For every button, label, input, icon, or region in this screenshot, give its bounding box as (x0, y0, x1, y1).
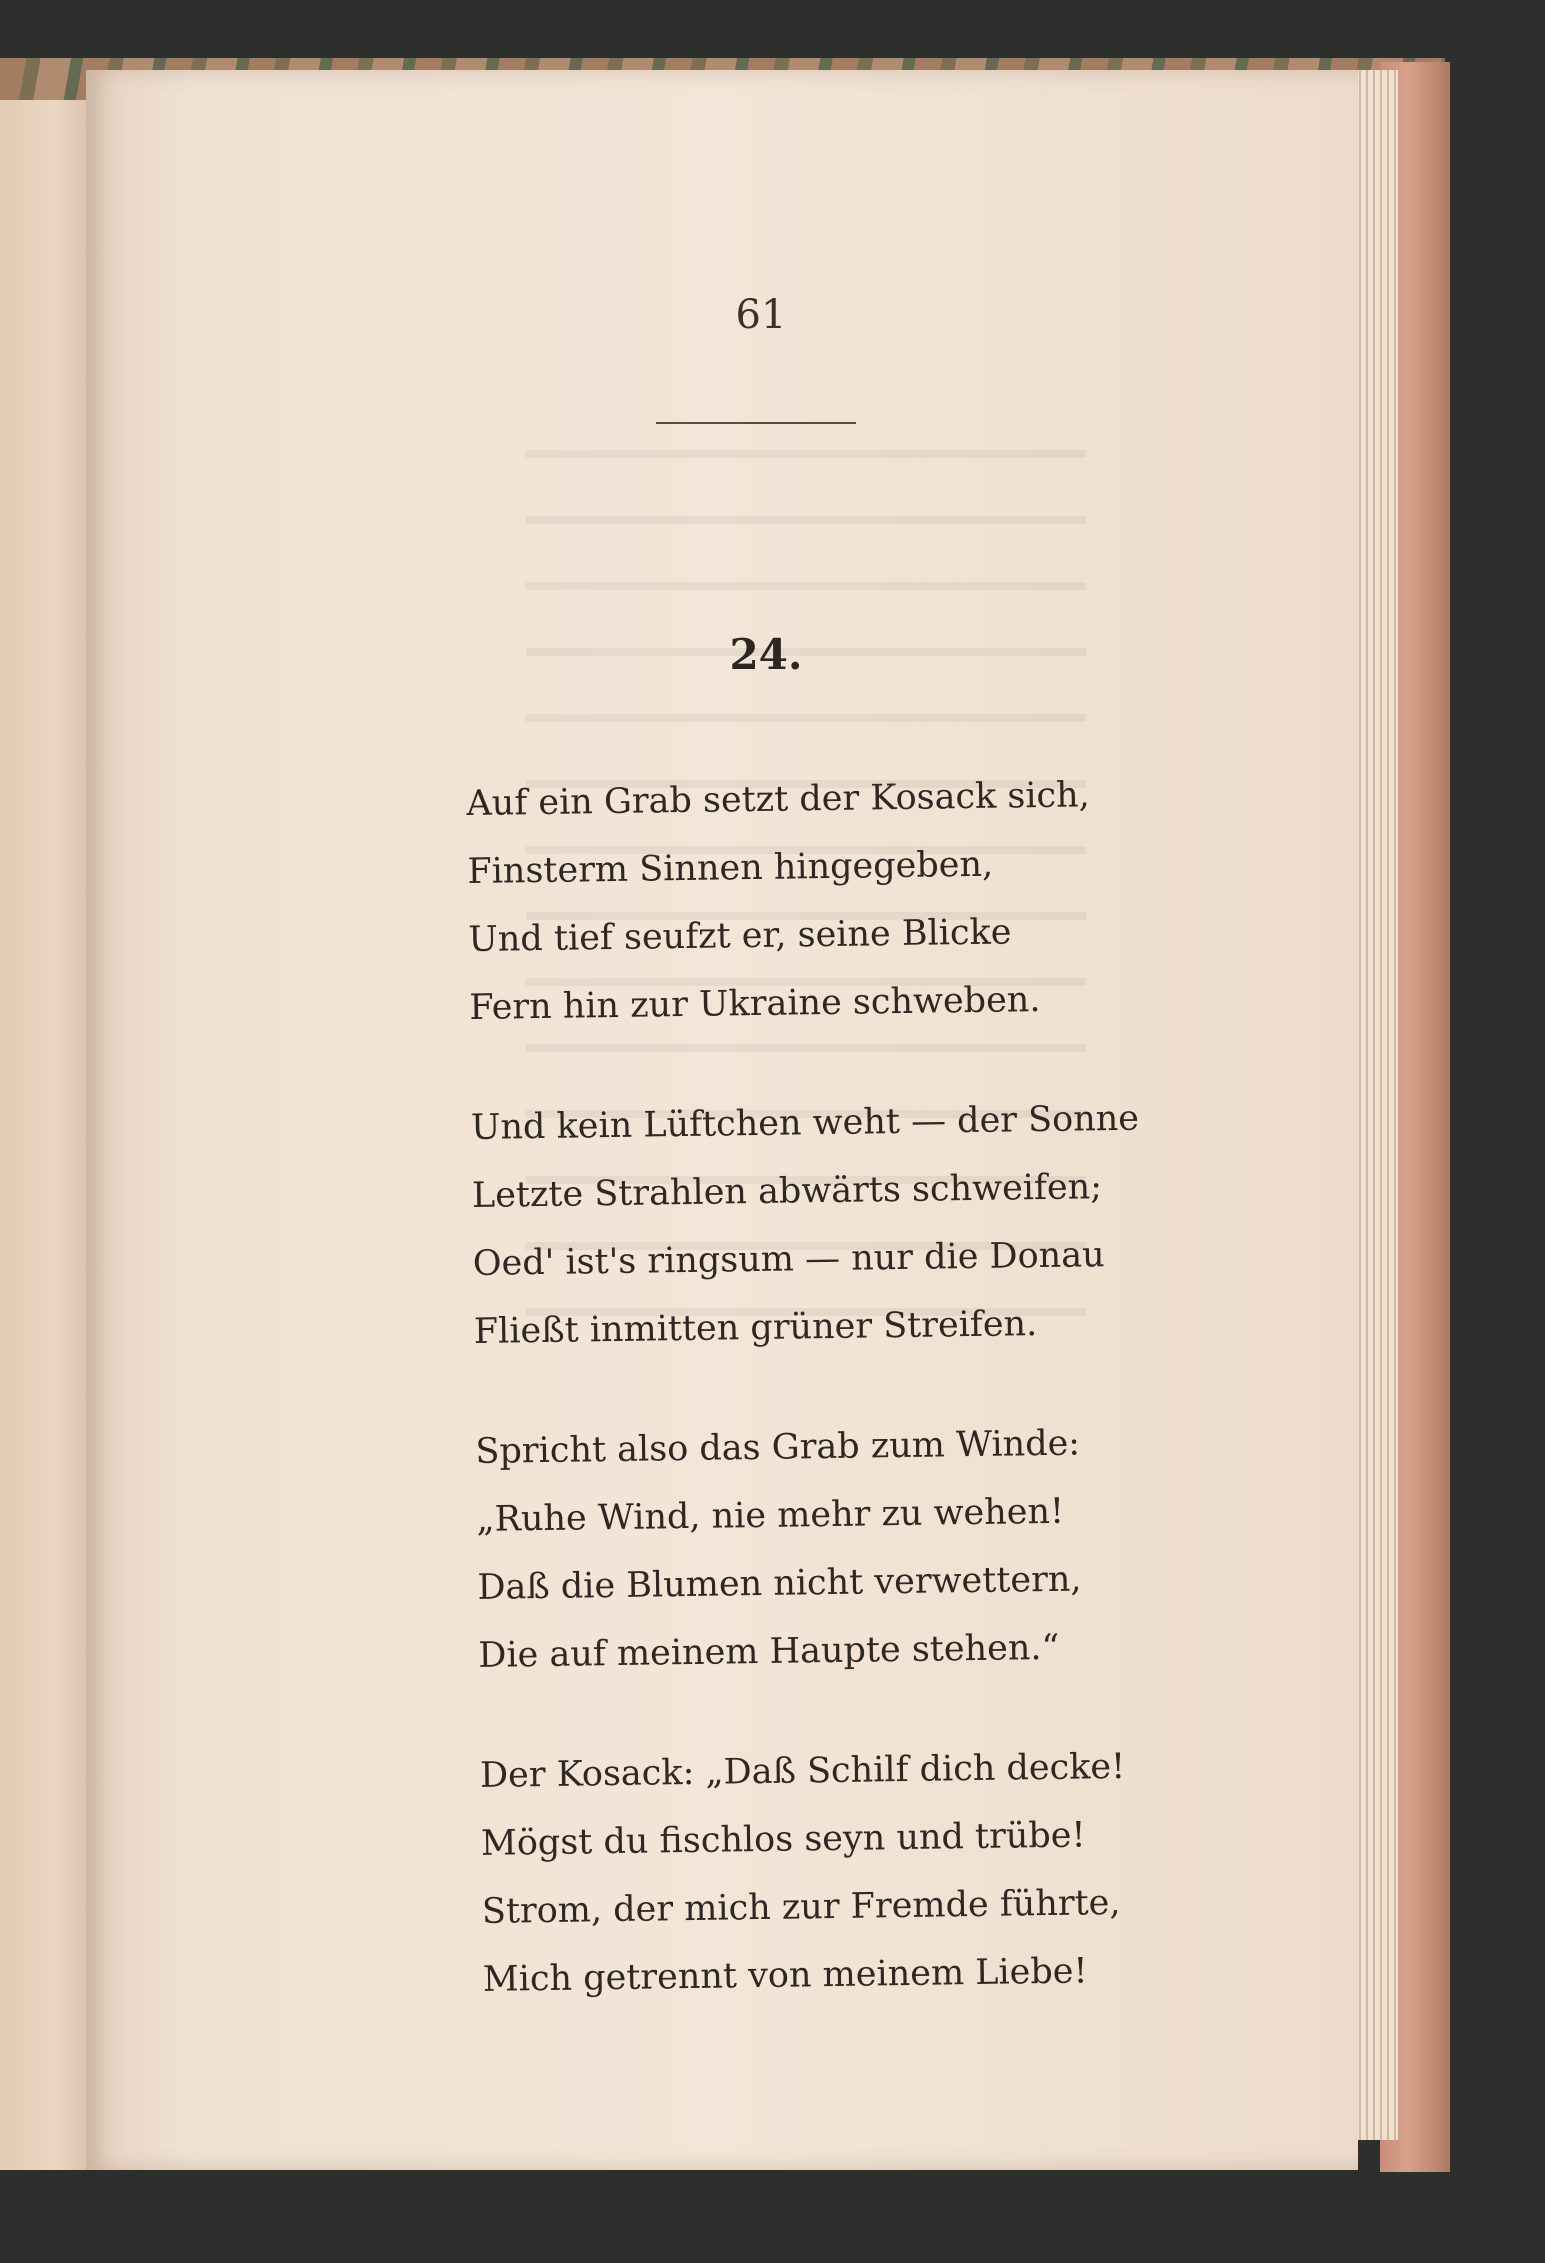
facing-page-edge (0, 100, 96, 2170)
poem-line: Mich getrennt von meinem Liebe! (482, 1951, 1088, 2000)
poem-line: Fern hin zur Ukraine schweben. (469, 980, 1041, 1028)
poem-line: Und tief seufzt er, seine Blicke (468, 912, 1012, 960)
poem-line: „Ruhe Wind, nie mehr zu wehen! (476, 1491, 1065, 1540)
stanza (480, 1729, 1384, 2014)
page-number: 61 (735, 292, 787, 338)
stanza (471, 1081, 1375, 1366)
poem-line: Auf ein Grab setzt der Kosack sich, (466, 775, 1091, 824)
stanza (466, 757, 1370, 1042)
header-rule (656, 422, 856, 424)
poem-line: Letzte Strahlen abwärts schweifen; (471, 1167, 1103, 1216)
poem-body (466, 757, 1384, 2065)
book-page (86, 70, 1358, 2170)
poem-number: 24. (729, 630, 803, 679)
poem-line: Oed' ist's ringsum — nur die Donau (472, 1235, 1105, 1284)
stanza (475, 1405, 1379, 1690)
poem-line: Der Kosack: „Daß Schilf dich decke! (479, 1746, 1126, 1796)
poem-line: Die auf meinem Haupte stehen.“ (478, 1627, 1060, 1676)
poem-line: Mögst du fischlos seyn und trübe! (480, 1815, 1086, 1864)
poem-line: Und kein Lüftchen weht — der Sonne (470, 1098, 1140, 1148)
poem-line: Fließt inmitten grüner Streifen. (473, 1304, 1038, 1352)
poem-line: Finsterm Sinnen hingegeben, (467, 844, 994, 892)
poem-line: Daß die Blumen nicht verwettern, (477, 1559, 1082, 1608)
poem-line: Strom, der mich zur Fremde führte, (481, 1882, 1121, 1932)
poem-line: Spricht also das Grab zum Winde: (475, 1423, 1081, 1472)
